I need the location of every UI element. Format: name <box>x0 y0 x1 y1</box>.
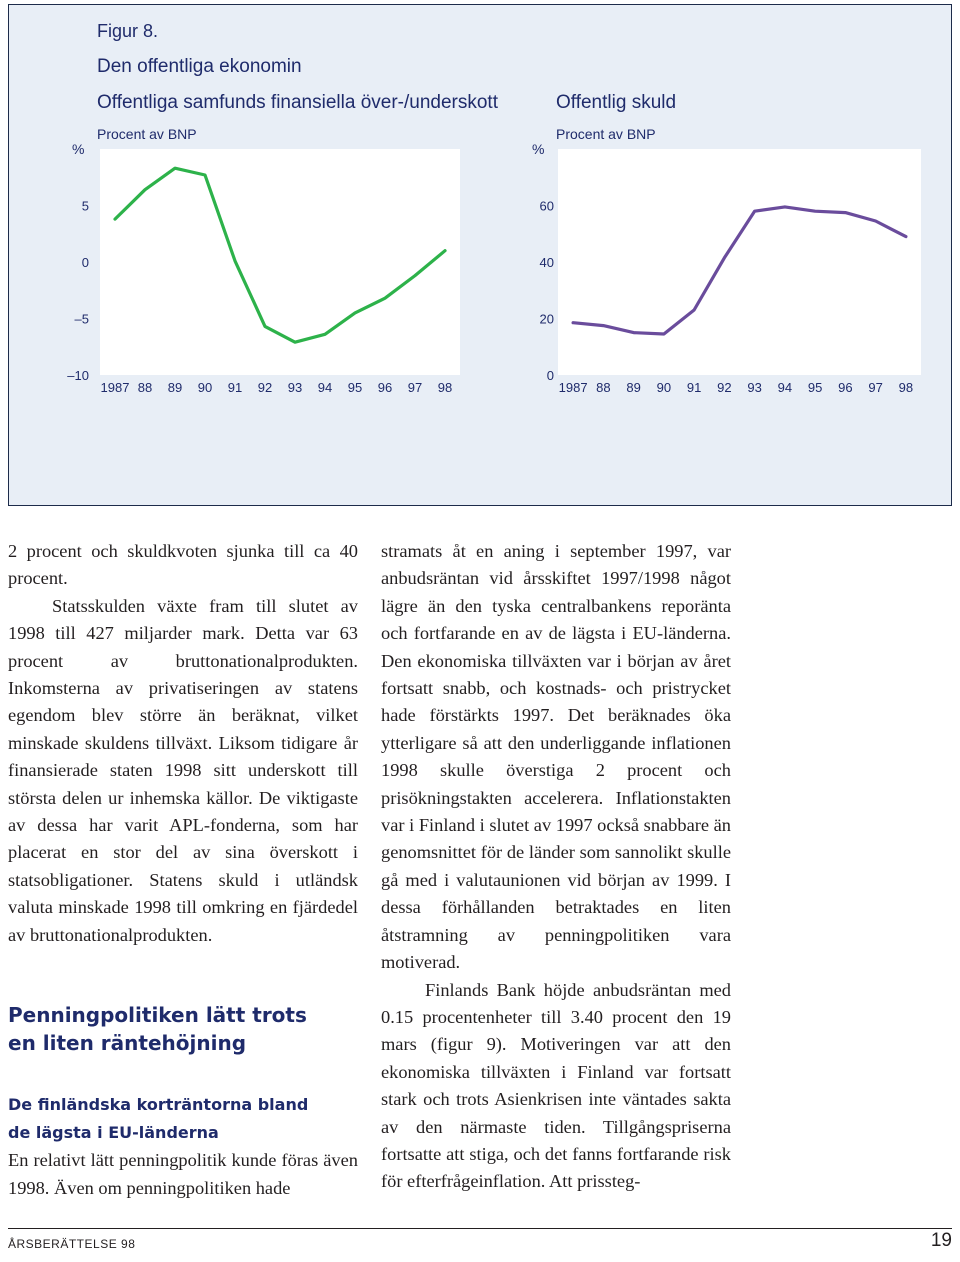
section-heading <box>8 1001 358 1057</box>
x-tick-label-right-2: 89 <box>626 380 641 395</box>
x-tick-label-left-0: 1987 <box>100 380 130 395</box>
x-tick-label-right-1: 88 <box>596 380 611 395</box>
y-tick-label-right-2: 20 <box>539 311 554 327</box>
axis-symbol-right: % <box>532 141 545 157</box>
unit-label-right: Procent av BNP <box>556 126 656 142</box>
left-paragraph-1: 2 procent och skuldkvoten sjunka till ca 40 procent. <box>8 541 358 589</box>
y-tick-label-left-1: 0 <box>81 255 89 270</box>
y-tick-label-right-1: 40 <box>539 255 554 270</box>
x-tick-label-right-4: 91 <box>686 380 702 395</box>
figure-subtitle-right: Offentlig skuld <box>556 92 677 113</box>
y-tick-label-right-3: 0 <box>546 368 554 383</box>
y-tick-label-left-0: 5 <box>81 198 89 214</box>
x-tick-label-right-5: 92 <box>717 380 732 395</box>
x-tick-label-left-5: 92 <box>257 380 273 395</box>
x-tick-label-right-11: 98 <box>898 380 914 395</box>
figure-charts <box>9 5 951 505</box>
figure-label: Figur 8. <box>97 21 159 41</box>
x-tick-label-right-6: 93 <box>747 380 762 395</box>
right-paragraph-1: stramats åt en aning i september 1997, var anbudsräntan vid årsskiftet 1997/1998 något lägre än den tyska centralbankens reporänta och fortfarande en av de lägsta i EU-länderna. Den ekonomiska tillväxten var i början av året fortsatt snabb, och kostnads- och pristrycket hade förstärkts 1997. Det beräknades öka ytterligare så att den underliggande inflationen 1998 skulle överstiga 2 procent och prisökningstakten accelerera. Inflationstakten var i Finland i slutet av 1997 också snabbare än genomsnittet för de länder som sannolikt skulle gå med i valutaunionen vid början av 1999. I dessa förhållanden betraktades en liten åtstramning av penningpolitiken vara motiverad. <box>381 541 731 973</box>
right-column <box>381 538 731 1196</box>
x-tick-label-right-3: 90 <box>656 380 672 395</box>
plot-area-right <box>558 149 921 375</box>
y-tick-label-right-0: 60 <box>539 198 554 214</box>
x-tick-label-left-1: 88 <box>137 380 153 395</box>
x-tick-label-left-3: 90 <box>197 380 213 395</box>
right-paragraph-2: Finlands Bank höjde anbudsräntan med 0.15 procentenheter till 3.40 procent den 19 mars (figur 9). Motiveringen var att den ekonomiska tillväxten i Finland var fortsatt stark och trots Asienkrisen inte väntades sakta av den närmaste tiden. Tillgångspriserna fortsatte att stiga, och det fanns fortfarande risk för efterfrågeinflation. Att prissteg- <box>381 979 731 1192</box>
subheading-line-1: De finländska korträntorna bland <box>8 1095 309 1115</box>
page-number: 19 <box>930 1230 952 1251</box>
x-tick-label-left-6: 93 <box>287 380 303 395</box>
section-heading-line-2: en liten räntehöjning <box>8 1031 247 1056</box>
x-tick-label-left-8: 95 <box>347 380 363 395</box>
x-tick-label-left-2: 89 <box>167 380 183 395</box>
x-tick-label-right-7: 94 <box>777 380 793 395</box>
x-tick-label-left-9: 96 <box>377 380 393 395</box>
subheading-line-2: de lägsta i EU-länderna <box>8 1123 219 1143</box>
x-tick-label-right-10: 97 <box>868 380 883 395</box>
figure-subtitle-left: Offentliga samfunds finansiella över-/underskott <box>97 92 498 113</box>
left-column <box>8 538 358 1202</box>
section-heading-line-1: Penningpolitiken lätt trots <box>8 1003 307 1028</box>
figure-title: Den offentliga ekonomin <box>97 56 302 77</box>
unit-label-left: Procent av BNP <box>97 126 197 142</box>
x-tick-label-left-11: 98 <box>437 380 453 395</box>
x-tick-label-right-8: 95 <box>807 380 823 395</box>
x-tick-label-left-4: 91 <box>227 380 243 395</box>
left-paragraph-3: En relativt lätt penningpolitik kunde föras även 1998. Även om penningpolitiken hade <box>8 1150 358 1198</box>
left-paragraph-2: Statsskulden växte fram till slutet av 1998 till 427 miljarder mark. Detta var 63 procent av bruttonationalprodukten. Inkomsterna av privatiseringen av statens egendom blev större än beräknat, vilket minskade skuldens tillväxt. Liksom tidigare år finansierade staten 1998 sitt underskott till största delen ur inhemska källor. De viktigaste av dessa har varit APL-fonderna, som har placerat en stor del av sina överskott i statsobligationer. Statens skuld i utländsk valuta minskade 1998 till omkring en fjärdedel av bruttonationalprodukten. <box>8 595 358 945</box>
y-tick-label-left-3: –10 <box>67 368 89 383</box>
footer-rule <box>8 1228 952 1229</box>
axis-symbol-left: % <box>72 141 85 157</box>
footer-publication: ÅRSBERÄTTELSE 98 <box>8 1237 136 1251</box>
x-tick-label-left-10: 97 <box>407 380 423 395</box>
x-tick-label-left-7: 94 <box>317 380 333 395</box>
x-tick-label-right-0: 1987 <box>558 380 588 395</box>
figure-box <box>8 4 952 506</box>
subheading <box>8 1091 358 1147</box>
x-tick-label-right-9: 96 <box>838 380 853 395</box>
y-tick-label-left-2: –5 <box>74 311 89 327</box>
